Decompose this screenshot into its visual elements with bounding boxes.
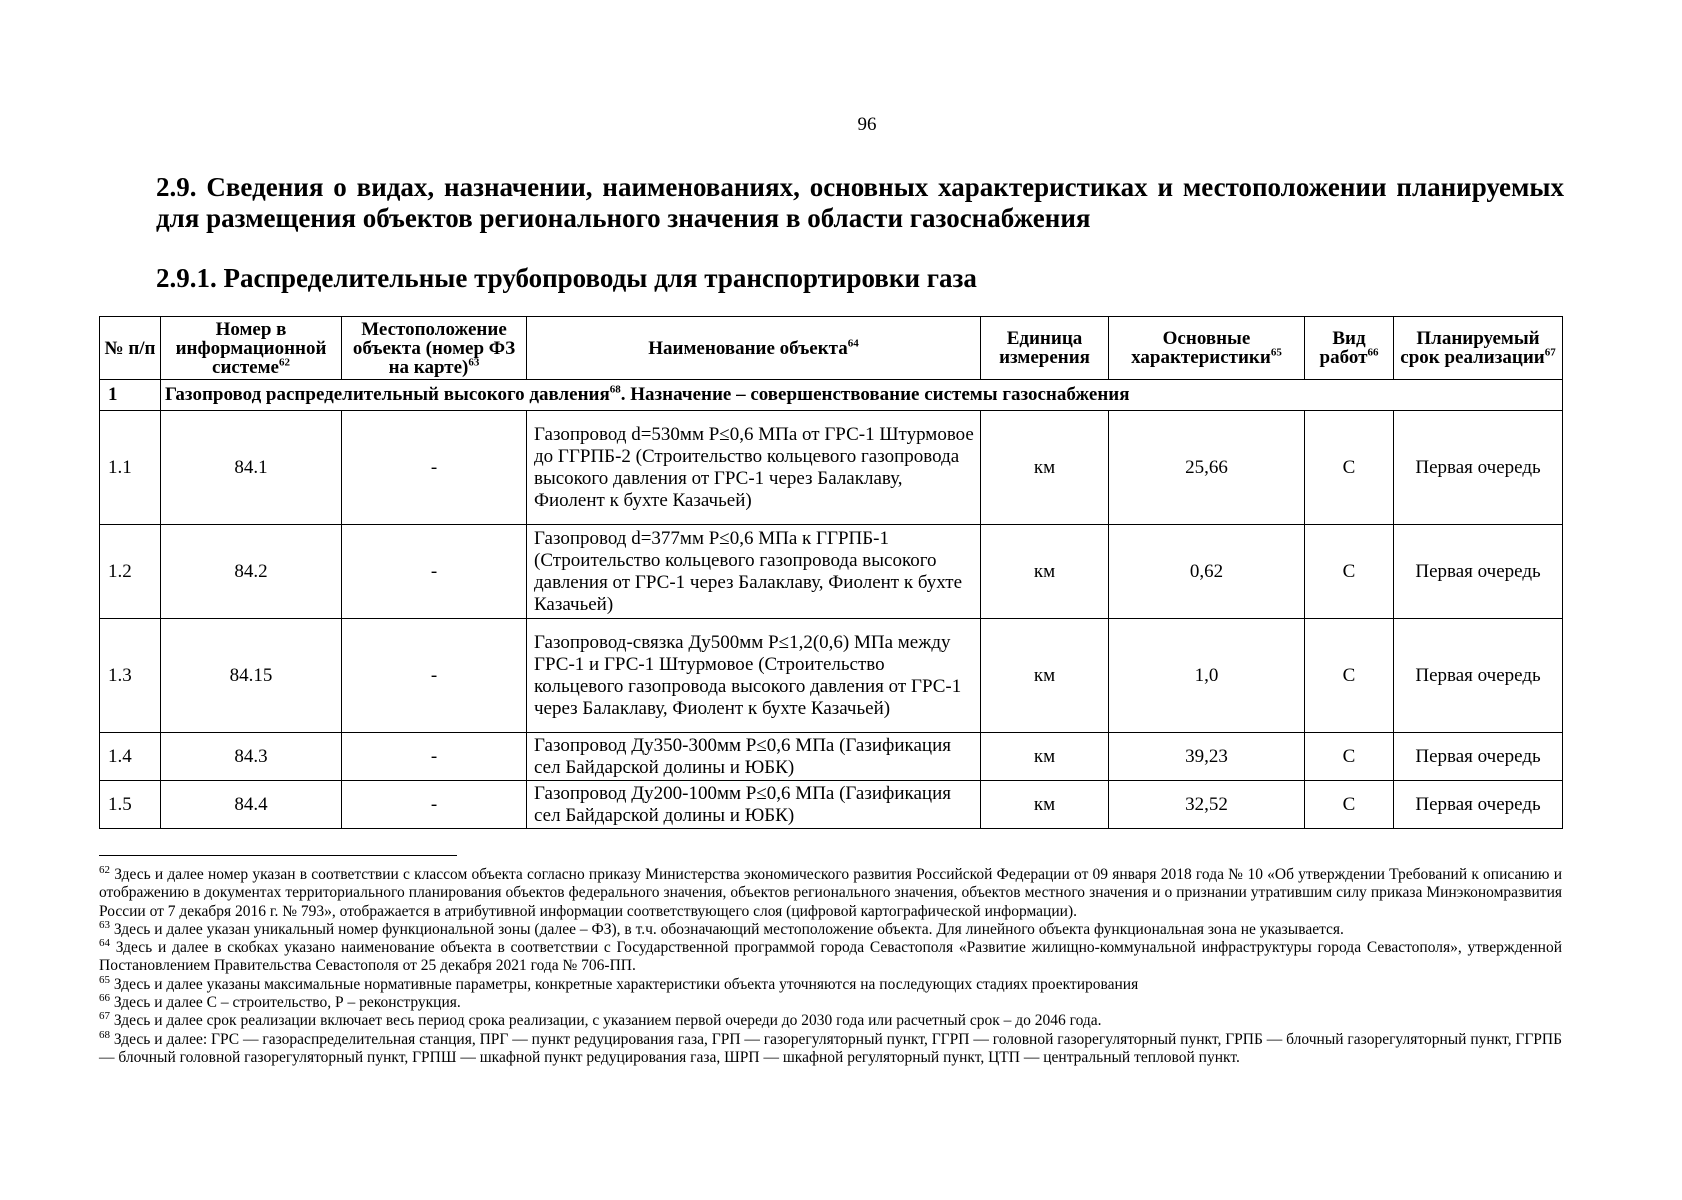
footnote: $^{62}$ Здесь и далее номер указан в соответствии с классом объекта согласно приказу Министерства экономического развития Российской Федерации от 09 января 2018 года № 10 «Об утверждении Требований к описанию и отображению в документах территориального планирования объектов федерального значения, объектов регионального значения, объектов местного значения и о признании утратившим силу приказа Минэкономразвития России от 7 декабря 2016 г. № 793», отображается в атрибутивной информации соответствующего слоя (цифровой картографической информации). bbox=[99, 863, 1563, 920]
row-value: 32,52 bbox=[1109, 781, 1305, 829]
row-work-type: С bbox=[1305, 525, 1394, 619]
header-num: № п/п bbox=[100, 317, 161, 380]
footnote: $^{65}$ Здесь и далее указаны максимальные нормативные параметры, конкретные характеристики объекта уточняются на последующих стадиях проектирования bbox=[99, 973, 1139, 993]
row-value: 1,0 bbox=[1109, 619, 1305, 733]
row-info-number: 84.4 bbox=[161, 781, 342, 829]
section-title: 2.9. Сведения о видах, назначении, наименованиях, основных характеристиках и местоположении планируемых для размещения объектов регионального значения в области газоснабжения bbox=[156, 172, 1564, 233]
row-term: Первая очередь bbox=[1394, 525, 1563, 619]
header-term: Планируемый срок реализации$^{67}$ bbox=[1394, 317, 1563, 380]
row-term: Первая очередь bbox=[1394, 781, 1563, 829]
row-term: Первая очередь bbox=[1394, 619, 1563, 733]
footnote: $^{63}$ Здесь и далее указан уникальный номер функциональной зоны (далее – ФЗ), в т.ч. обозначающий местоположение объекта. Для линейного объекта функциональная зона не указывается. bbox=[99, 918, 1344, 938]
row-value: 39,23 bbox=[1109, 733, 1305, 781]
row-info-number: 84.1 bbox=[161, 411, 342, 525]
header-name: Наименование объекта$^{64}$ bbox=[527, 317, 981, 380]
row-location: - bbox=[342, 411, 527, 525]
footnote: $^{67}$ Здесь и далее срок реализации включает весь период срока реализации, с указанием первой очереди до 2030 года или расчетный срок – до 2046 года. bbox=[99, 1010, 1102, 1030]
row-info-number: 84.2 bbox=[161, 525, 342, 619]
row-info-number: 84.3 bbox=[161, 733, 342, 781]
row-name: Газопровод d=530мм P≤0,6 МПа от ГРС-1 Штурмовое до ГГРПБ-2 (Строительство кольцевого газопровода высокого давления от ГРС-1 через Балаклаву, Фиолент к бухте Казачьей) bbox=[527, 411, 981, 525]
row-unit: км bbox=[981, 525, 1109, 619]
footnote-separator bbox=[99, 855, 457, 856]
header-location: Местоположение объекта (номер ФЗ на карте)$^{63}$ bbox=[342, 317, 527, 380]
table-header-row bbox=[100, 317, 1563, 380]
footnote: $^{66}$ Здесь и далее С – строительство, Р – реконструкция. bbox=[99, 991, 461, 1012]
row-unit: км bbox=[981, 733, 1109, 781]
row-location: - bbox=[342, 781, 527, 829]
row-location: - bbox=[342, 733, 527, 781]
row-work-type: С bbox=[1305, 619, 1394, 733]
row-work-type: С bbox=[1305, 781, 1394, 829]
pipelines-table bbox=[99, 316, 1563, 829]
row-num: 1.2 bbox=[100, 525, 161, 619]
row-num: 1.3 bbox=[100, 619, 161, 733]
footnotes bbox=[99, 863, 1563, 1067]
row-name: Газопровод Ду200-100мм P≤0,6 МПа (Газификация сел Байдарской долины и ЮБК) bbox=[527, 781, 981, 829]
row-location: - bbox=[342, 619, 527, 733]
group-title: Газопровод распределительный высокого давления$^{68}$. Назначение – совершенствование системы газоснабжения bbox=[161, 380, 1563, 411]
row-num: 1.5 bbox=[100, 781, 161, 829]
row-name: Газопровод d=377мм P≤0,6 МПа к ГГРПБ-1 (Строительство кольцевого газопровода высокого давления от ГРС-1 через Балаклаву, Фиолент к бухте Казачьей) bbox=[527, 525, 981, 619]
footnote: $^{68}$ Здесь и далее: ГРС — газораспределительная станция, ПРГ — пункт редуцирования газа, ГРП — газорегуляторный пункт, ГГРП — головной газорегуляторный пункт, ГРПБ — блочный газорегуляторный пункт, ГГРПБ — блочный головной газорегуляторный пункт, ГРПШ — шкафной пункт редуцирования газа, ШРП — шкафной регуляторный пункт, ЦТП — центральный тепловой пункт. bbox=[99, 1028, 1563, 1066]
row-work-type: С bbox=[1305, 411, 1394, 525]
row-name: Газопровод Ду350-300мм P≤0,6 МПа (Газификация сел Байдарской долины и ЮБК) bbox=[527, 733, 981, 781]
row-value: 0,62 bbox=[1109, 525, 1305, 619]
table-row bbox=[100, 733, 1563, 781]
row-term: Первая очередь bbox=[1394, 411, 1563, 525]
group-num: 1 bbox=[100, 380, 161, 411]
header-work-type: Вид работ$^{66}$ bbox=[1305, 317, 1394, 380]
table-row bbox=[100, 525, 1563, 619]
group-row bbox=[100, 380, 1563, 411]
page-number: 96 bbox=[857, 114, 877, 135]
header-characteristics: Основные характеристики$^{65}$ bbox=[1109, 317, 1305, 380]
row-num: 1.1 bbox=[100, 411, 161, 525]
row-work-type: С bbox=[1305, 733, 1394, 781]
header-unit: Единица измерения bbox=[981, 317, 1109, 380]
row-info-number: 84.15 bbox=[161, 619, 342, 733]
row-value: 25,66 bbox=[1109, 411, 1305, 525]
row-location: - bbox=[342, 525, 527, 619]
table-row bbox=[100, 619, 1563, 733]
row-term: Первая очередь bbox=[1394, 733, 1563, 781]
table-row bbox=[100, 781, 1563, 829]
row-name: Газопровод-связка Ду500мм P≤1,2(0,6) МПа между ГРС-1 и ГРС-1 Штурмовое (Строительство кольцевого газопровода высокого давления от ГРС-1 через Балаклаву, Фиолент к бухте Казачьей) bbox=[527, 619, 981, 733]
footnote: $^{64}$ Здесь и далее в скобках указано наименование объекта в соответствии с Государственной программой города Севастополя «Развитие жилищно-коммунальной инфраструктуры города Севастополя», утвержденной Постановлением Правительства Севастополя от 25 декабря 2021 года № 706-ПП. bbox=[99, 937, 1563, 975]
subsection-title: 2.9.1. Распределительные трубопроводы для транспортировки газа bbox=[156, 263, 977, 293]
row-unit: км bbox=[981, 781, 1109, 829]
header-info-number: Номер в информационной системе$^{62}$ bbox=[161, 317, 342, 380]
row-unit: км bbox=[981, 619, 1109, 733]
row-unit: км bbox=[981, 411, 1109, 525]
table-row bbox=[100, 411, 1563, 525]
row-num: 1.4 bbox=[100, 733, 161, 781]
